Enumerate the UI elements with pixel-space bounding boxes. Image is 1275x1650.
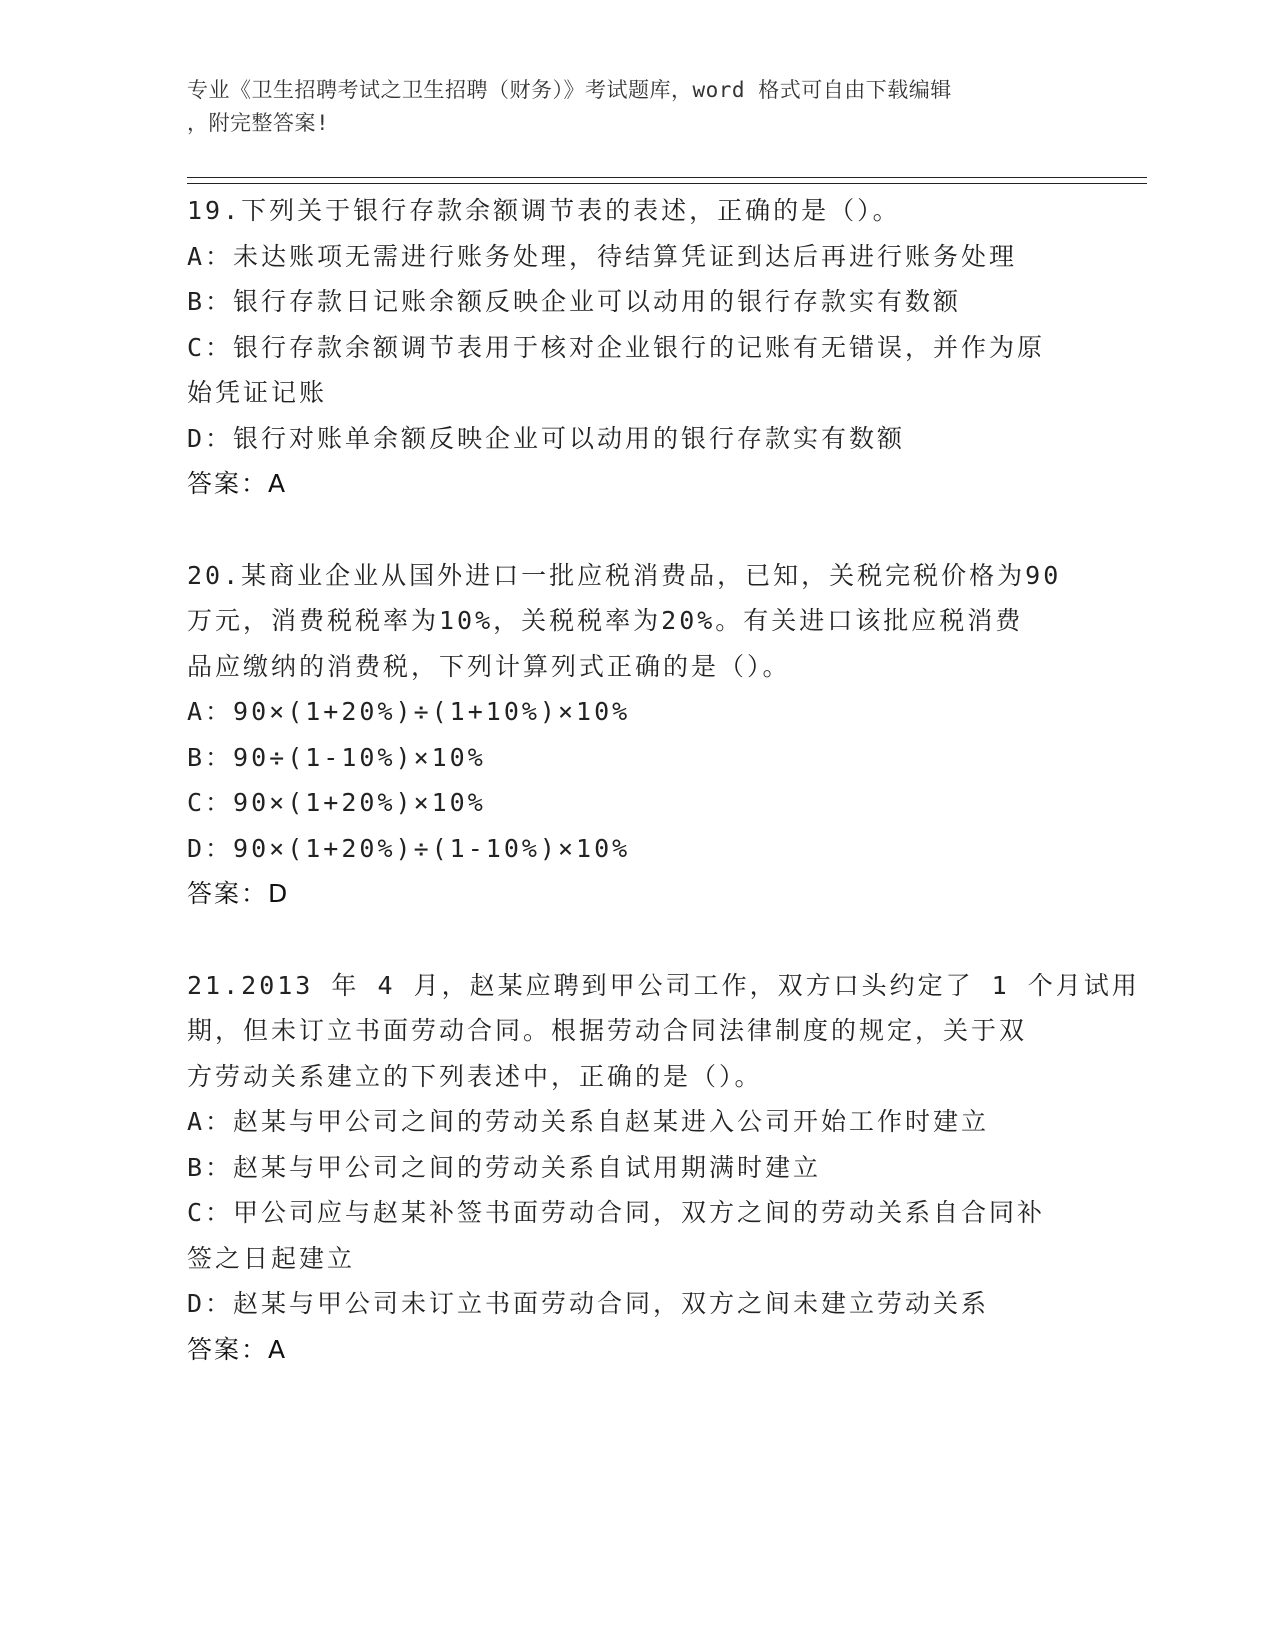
document-header (187, 74, 1067, 140)
question-stem: 21.2013 年 4 月，赵某应聘到甲公司工作，双方口头约定了 1 个月试用 (187, 970, 1140, 1000)
question-stem-continued: 万元，消费税税率为10%，关税税率为20%。有关进口该批应税消费 (187, 606, 1024, 635)
option-c-continued: 始凭证记账 (187, 378, 328, 407)
question-21 (187, 963, 1140, 1373)
option-d: D：赵某与甲公司未订立书面劳动合同，双方之间未建立劳动关系 (187, 1289, 990, 1318)
option-d: D：银行对账单余额反映企业可以动用的银行存款实有数额 (187, 423, 906, 453)
answer: 答案：A (187, 1334, 288, 1364)
option-a: A：未达账项无需进行账务处理，待结算凭证到达后再进行账务处理 (187, 241, 1018, 271)
question-list (187, 188, 1140, 1372)
question-stem: 20.某商业企业从国外进口一批应税消费品，已知，关税完税价格为90 (187, 560, 1062, 590)
option-a: A：赵某与甲公司之间的劳动关系自赵某进入公司开始工作时建立 (187, 1107, 990, 1136)
header-line: 专业《卫生招聘考试之卫生招聘（财务）》考试题库，word 格式可自由下载编辑 (187, 78, 952, 102)
answer: 答案：A (187, 469, 288, 498)
header-divider-bottom (187, 183, 1147, 184)
option-a: A：90×(1+20%)÷(1+10%)×10% (187, 697, 631, 726)
option-d: D：90×(1+20%)÷(1-10%)×10% (187, 833, 631, 863)
option-c: C：甲公司应与赵某补签书面劳动合同，双方之间的劳动关系自合同补 (187, 1198, 1046, 1227)
question-stem-continued: 方劳动关系建立的下列表述中，正确的是（）。 (187, 1061, 763, 1091)
question-20 (187, 553, 1087, 917)
header-divider-top (187, 177, 1147, 178)
option-c: C：银行存款余额调节表用于核对企业银行的记账有无错误，并作为原 (187, 332, 1046, 362)
option-b: B：90÷(1-10%)×10% (187, 742, 486, 772)
question-stem: 19.下列关于银行存款余额调节表的表述，正确的是（）。 (187, 196, 901, 225)
question-stem-continued: 期，但未订立书面劳动合同。根据劳动合同法律制度的规定，关于双 (187, 1016, 1028, 1045)
option-b: B：银行存款日记账余额反映企业可以动用的银行存款实有数额 (187, 287, 962, 316)
header-line: ，附完整答案! (187, 111, 330, 135)
question-stem-continued: 品应缴纳的消费税，下列计算列式正确的是（）。 (187, 651, 791, 681)
option-c-continued: 签之日起建立 (187, 1243, 356, 1273)
answer: 答案：D (187, 879, 290, 908)
question-19 (187, 188, 1087, 507)
option-c: C：90×(1+20%)×10% (187, 788, 486, 817)
option-b: B：赵某与甲公司之间的劳动关系自试用期满时建立 (187, 1152, 822, 1182)
